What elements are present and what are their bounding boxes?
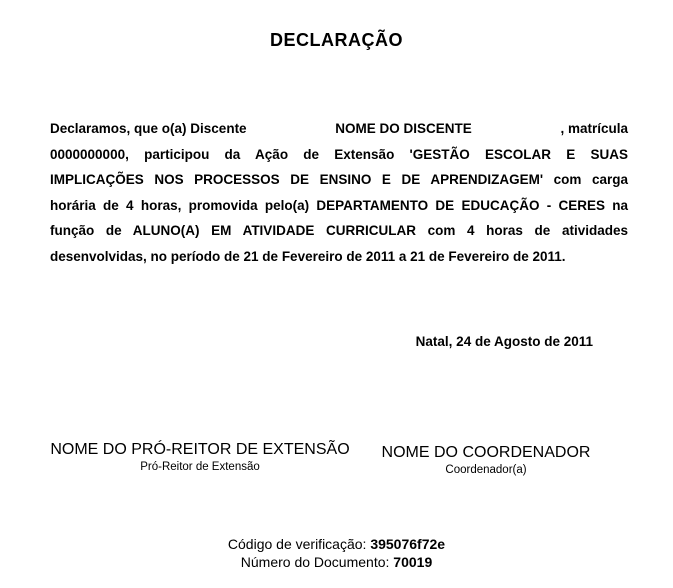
body-line	[50, 116, 628, 142]
verification-code: 395076f72e	[370, 536, 446, 552]
body-line: horária de 4 horas, promovida pelo(a) DEPARTAMENTO DE EDUCAÇÃO - CERES na	[50, 197, 628, 213]
verification-footer	[0, 536, 673, 571]
body-line: função de ALUNO(A) EM ATIVIDADE CURRICULAR com 4 horas de atividades	[50, 223, 628, 238]
document-number-label: Número do Documento:	[240, 553, 390, 570]
pro-reitor-name: NOME DO PRÓ-REITOR DE EXTENSÃO	[50, 441, 350, 458]
document-number-value: 70019	[393, 553, 433, 570]
date-location-line: Natal, 24 de Agosto de 2011	[415, 334, 593, 349]
body-line: IMPLICAÇÕES NOS PROCESSOS DE ENSINO E DE APRENDIZAGEM' com carga	[50, 172, 628, 187]
body-line: 0000000000, participou da Ação de Extensão 'GESTÃO ESCOLAR E SUAS	[50, 146, 628, 162]
line1-tail: , matrícula	[560, 121, 628, 136]
document-number-line	[0, 554, 673, 572]
verification-line	[0, 536, 673, 554]
document-title: DECLARAÇÃO	[270, 30, 403, 50]
intro-text: Declaramos, que o(a) Discente	[50, 121, 247, 136]
body-line: desenvolvidas, no período de 21 de Fevereiro de 2011 a 21 de Fevereiro de 2011.	[50, 248, 566, 264]
coordenador-role: Coordenador(a)	[445, 464, 527, 476]
signature-pro-reitor	[20, 440, 380, 474]
declaration-paragraph	[50, 116, 628, 269]
signature-coordenador	[345, 443, 627, 477]
coordenador-name: NOME DO COORDENADOR	[381, 444, 591, 461]
student-name-placeholder: NOME DO DISCENTE	[335, 121, 472, 136]
pro-reitor-role: Pró-Reitor de Extensão	[140, 461, 260, 473]
verification-label: Código de verificação:	[227, 536, 367, 552]
